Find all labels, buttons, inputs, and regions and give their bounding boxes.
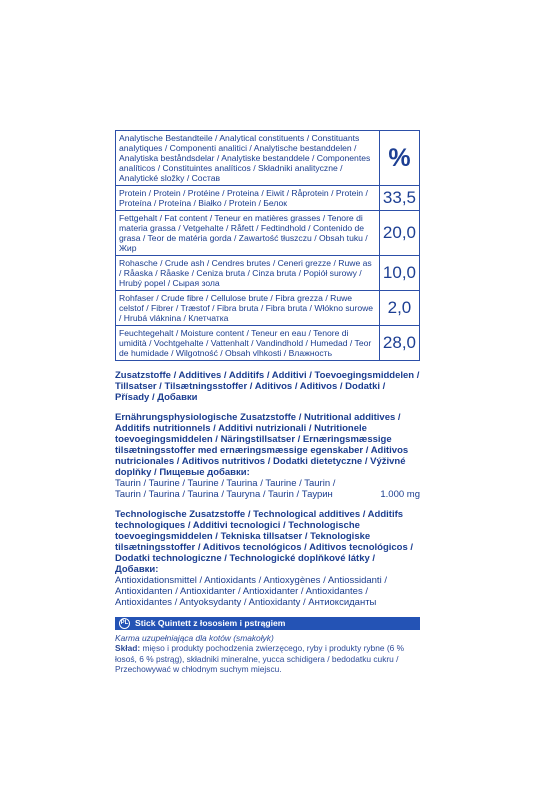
row-value: 20,0 — [379, 211, 419, 256]
table-row — [116, 186, 420, 211]
technological-additives — [115, 509, 420, 608]
pl-line1: Karma uzupełniająca dla kotów (smakołyk) — [115, 633, 274, 643]
label-area — [115, 130, 420, 674]
pl-banner — [115, 617, 420, 630]
row-value: 33,5 — [379, 186, 419, 211]
additives-title — [115, 370, 420, 403]
table-row — [116, 326, 420, 361]
table-header-row — [116, 131, 420, 186]
antioxidants-text: Antioxidationsmittel / Antioxidants / Antioxygènes / Antiossidanti / Antioxidanten / Antioxidanter / Antioxidanter / Antioxidantes / Antioxidantes / Antyoksydanty / Antioxidanty / Антиоксиданты — [115, 575, 387, 608]
percent-symbol: % — [379, 131, 419, 186]
pl-flag-icon: PL — [119, 618, 130, 629]
taurine-label: Taurin / Taurine / Taurine / Taurina / Taurine / Taurin / Taurin / Taurina / Taurina / Tauryna / Taurin / Таурин — [115, 478, 336, 500]
row-value: 28,0 — [379, 326, 419, 361]
row-label: Rohfaser / Crude fibre / Cellulose brute / Fibra grezza / Ruwe celstof / Fibrer / Træstof / Fibra bruta / Fibra bruta / Włókno surowe / Hrubá vláknina / Клетчатка — [116, 291, 380, 326]
table-row — [116, 291, 420, 326]
row-label: Feuchtegehalt / Moisture content / Teneur en eau / Tenore di umidità / Vochtgehalte / Vattenhalt / Vandindhold / Humedad / Teor de humidade / Wilgotność / Obsah vlhkosti / Влажность — [116, 326, 380, 361]
row-label: Fettgehalt / Fat content / Teneur en matières grasses / Tenore di materia grassa / Vetgehalte / Råfett / Fedtindhold / Contenido de grasa / Teor de matéria gorda / Zawartość tłuszczu / Obsah tuku / Жир — [116, 211, 380, 256]
pl-composition-label: Skład: — [115, 643, 141, 654]
nutritional-additives-title: Ernährungsphysiologische Zusatzstoffe / Nutritional additives / Additifs nutritionnels / Additivi nutrizionali / Nutritionele toevoegingsmiddelen / Näringstillsatser / Ernæringsmæssige tilsætningsstoffer med ernæringsmæssige egenskaber / Aditivos nutricionales / Aditivos nutritivos / Dodatki dietetyczne / Výživné doplňky / Пищевые добавки: — [115, 412, 409, 478]
row-value: 10,0 — [379, 256, 419, 291]
additives-title-text: Zusatzstoffe / Additives / Additifs / Additivi / Toevoegingsmiddelen / Tillsatser / Tilsætningsstoffer / Aditivos / Aditivos / Dodatki / Přísady / Добавки — [115, 370, 420, 403]
analytical-constituents-table — [115, 130, 420, 361]
table-row — [116, 211, 420, 256]
row-label: Protein / Protein / Protéine / Proteina / Eiwit / Råprotein / Protein / Proteína / Proteína / Białko / Protein / Белок — [116, 186, 380, 211]
table-row — [116, 256, 420, 291]
row-label: Rohasche / Crude ash / Cendres brutes / Ceneri grezze / Ruwe as / Råaska / Råaske / Ceniza bruta / Cinza bruta / Popiół surowy / Hrubý popel / Сырая зола — [116, 256, 380, 291]
pl-banner-text: Stick Quintett z łososiem i pstrągiem — [135, 618, 286, 628]
row-value: 2,0 — [379, 291, 419, 326]
pl-composition-text: mięso i produkty pochodzenia zwierzęcego, ryby i produkty rybne (6 % łosoś, 6 % pstrąg), składniki mineralne, yucca schidigera / bedodatku cukru / Przechowywać w chłodnym suchym miejscu. — [115, 643, 405, 674]
technological-additives-title: Technologische Zusatzstoffe / Technological additives / Additifs technologiques / Additivi tecnologici / Technologische toevoegingsmiddelen / Tekniska tillsatser / Teknologiske tilsætningsstoffer / Aditivos tecnológicos / Aditivos tecnológicos / Dodatki technologiczne / Technologické doplňkové látky / Добавки: — [115, 509, 414, 575]
pl-description — [115, 633, 420, 674]
nutritional-additives — [115, 412, 420, 500]
taurine-value: 1.000 mg — [380, 489, 420, 500]
taurine-line — [115, 478, 420, 500]
table-header-label: Analytische Bestandteile / Analytical constituents / Constituants analytiques / Componenti analitici / Analytische bestanddelen / Analytiska beståndsdelar / Analytiske bestanddele / Componentes analíticos / Constituintes analíticos / Składniki analityczne / Analytické složky / Состав — [116, 131, 380, 186]
